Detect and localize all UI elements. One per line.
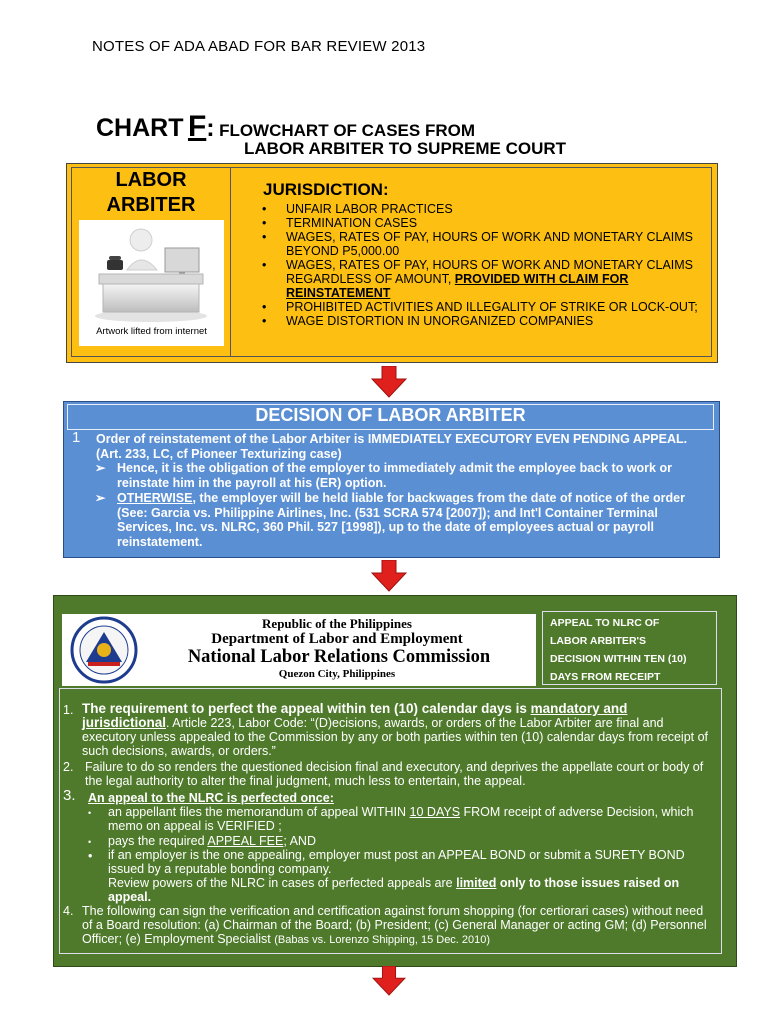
decision-bullet: Hence, it is the obligation of the employer to immediately admit the employee back to work or reinstate him in the payroll at his (ER) option. xyxy=(117,461,672,490)
appeal-note-line: DAYS FROM RECEIPT xyxy=(550,671,661,683)
decision-title: DECISION OF LABOR ARBITER xyxy=(255,405,526,425)
executory-emphasis: IMMEDIATELY EXECUTORY EVEN PENDING APPEAL. xyxy=(367,432,688,446)
decision-bullet xyxy=(117,491,709,549)
appeal-note-line: LABOR ARBITER'S xyxy=(550,635,647,647)
ten-days-emphasis: 10 DAYS xyxy=(409,805,461,819)
step-text: FROM receipt of adverse Decision, which memo on appeal is VERIFIED ; xyxy=(108,805,694,833)
labor-arbiter-title-line1: LABOR xyxy=(115,169,187,191)
chart-letter: F xyxy=(187,110,207,143)
labor-arbiter-title xyxy=(76,168,226,218)
step-text: an appellant files the memorandum of appeal WITHIN xyxy=(108,805,410,819)
arrow-bullet-icon: ➢ xyxy=(95,461,106,475)
perfection-step xyxy=(108,834,718,848)
step-text: ; AND xyxy=(283,834,316,848)
item1-rest: . Article 223, Labor Code: “(D)ecisions, awards, or orders of the Labor Arbiter are final and executory unless appealed to the Commission by any or both parties within ten (10) calendar days from receipt of such decisions, awards, or orders.” xyxy=(82,716,709,758)
chart-word: CHART xyxy=(96,114,184,142)
decision-bullet-text: , the employer will be held liable for backwages from the date of notice of the order (See: Garcia vs. Philippine Airlines, Inc. (531 SCRA 574 [2007]); and Int'l Container Terminal Services, Inc. vs. NLRC, 360 Phil. 527 [1998]), up to the date of employees actual or payroll reinstatement. xyxy=(117,491,685,549)
nlrc-item-number: 2. xyxy=(63,760,74,774)
item4-citation: (Babas vs. Lorenzo Shipping, 15 Dec. 2010) xyxy=(274,934,491,946)
nlrc-item-number: 3. xyxy=(63,787,76,804)
down-arrow-icon xyxy=(371,560,407,592)
banner-commission: National Labor Relations Commission xyxy=(187,647,491,667)
labor-arbiter-title-line2: ARBITER xyxy=(106,194,196,216)
decision-paragraph xyxy=(96,432,708,461)
nlrc-item-number: 4. xyxy=(63,904,74,918)
decision-citation: (Art. 233, LC, cf Pioneer Texturizing case) xyxy=(96,446,342,461)
appeal-fee-emphasis: APPEAL FEE xyxy=(207,834,284,848)
nlrc-item-4 xyxy=(82,904,716,947)
decision-para-text: Order of reinstatement of the Labor Arbiter is xyxy=(96,432,368,446)
review-emphasis: only to those issues raised on appeal. xyxy=(108,876,680,904)
bullet-icon: • xyxy=(88,837,92,847)
bullet-icon: • xyxy=(88,808,92,818)
nlrc-item-2: Failure to do so renders the questioned decision final and executory, and deprives the appellate court or body of the legal authority to alter the final judgment, much less to entertain, the appeal. xyxy=(85,760,704,788)
item4-text: The following can sign the verification and certification against forum shopping (for certiorari cases) without need of a Board resolution: (a) Chairman of the Board; (b) President; (c) General Manager or acting GM; (d) Personnel Officer; (e) Employment Specialist xyxy=(82,904,707,946)
nlrc-seal-icon xyxy=(64,616,144,684)
arrow-bullet-icon: ➢ xyxy=(95,491,106,505)
perfection-step xyxy=(108,805,718,833)
decision-item-number: 1 xyxy=(72,429,81,446)
appeal-note-line: APPEAL TO NLRC OF xyxy=(550,617,660,629)
artwork-caption: Artwork lifted from internet xyxy=(96,326,207,337)
otherwise-emphasis: OTHERWISE xyxy=(117,491,193,505)
appeal-note xyxy=(550,614,715,686)
nlrc-item-number: 1. xyxy=(63,703,74,717)
nlrc-item-1 xyxy=(82,702,714,758)
nlrc-banner xyxy=(62,614,536,686)
reinstatement-emphasis: PROVIDED WITH CLAIM FOR REINSTATEMENT xyxy=(286,272,629,300)
document-header: NOTES OF ADA ABAD FOR BAR REVIEW 2013 xyxy=(92,38,426,55)
desk-figure-icon xyxy=(79,220,224,326)
chart-colon: : xyxy=(206,114,215,142)
review-text: Review powers of the NLRC in cases of perfected appeals are xyxy=(108,876,457,890)
jurisdiction-item: • WAGE DISTORTION IN UNORGANIZED COMPANIES xyxy=(258,314,708,328)
step-text: pays the required xyxy=(108,834,208,848)
item1-lead: The requirement to perfect the appeal within ten (10) calendar days is xyxy=(82,701,531,716)
jurisdiction-item: • UNFAIR LABOR PRACTICES xyxy=(258,202,708,216)
chart-title-line1: FLOWCHART OF CASES FROM xyxy=(219,121,475,140)
chart-title-line2: LABOR ARBITER TO SUPREME COURT xyxy=(244,139,567,158)
appeal-note-line: DECISION WITHIN TEN (10) xyxy=(550,653,687,665)
mandatory-emphasis: mandatory and jurisdictional xyxy=(82,701,628,730)
jurisdiction-item-text: WAGES, RATES OF PAY, HOURS OF WORK AND MONETARY CLAIMS REGARDLESS OF AMOUNT, xyxy=(286,258,694,286)
perfection-step: if an employer is the one appealing, employer must post an APPEAL BOND or submit a SURETY BOND issued by a reputable bonding company. xyxy=(108,848,685,876)
jurisdiction-list xyxy=(258,202,708,328)
limited-emphasis: limited xyxy=(456,876,497,890)
jurisdiction-item: • WAGES, RATES OF PAY, HOURS OF WORK AND MONETARY CLAIMS BEYOND P5,000.00 xyxy=(258,230,708,258)
banner-republic: Republic of the Philippines xyxy=(262,616,412,631)
down-arrow-icon xyxy=(371,366,407,398)
banner-department: Department of Labor and Employment xyxy=(211,631,463,647)
jurisdiction-item: • PROHIBITED ACTIVITIES AND ILLEGALITY OF STRIKE OR LOCK-OUT; xyxy=(258,300,708,314)
bullet-icon: • xyxy=(88,849,93,863)
jurisdiction-item: • TERMINATION CASES xyxy=(258,216,708,230)
banner-city: Quezon City, Philippines xyxy=(278,668,396,680)
nlrc-item-3: An appeal to the NLRC is perfected once: xyxy=(88,791,334,805)
review-powers-note xyxy=(108,876,708,904)
jurisdiction-item xyxy=(258,258,708,300)
labor-arbiter-divider xyxy=(230,167,231,357)
down-arrow-icon xyxy=(371,966,407,996)
jurisdiction-title: JURISDICTION: xyxy=(263,180,389,199)
